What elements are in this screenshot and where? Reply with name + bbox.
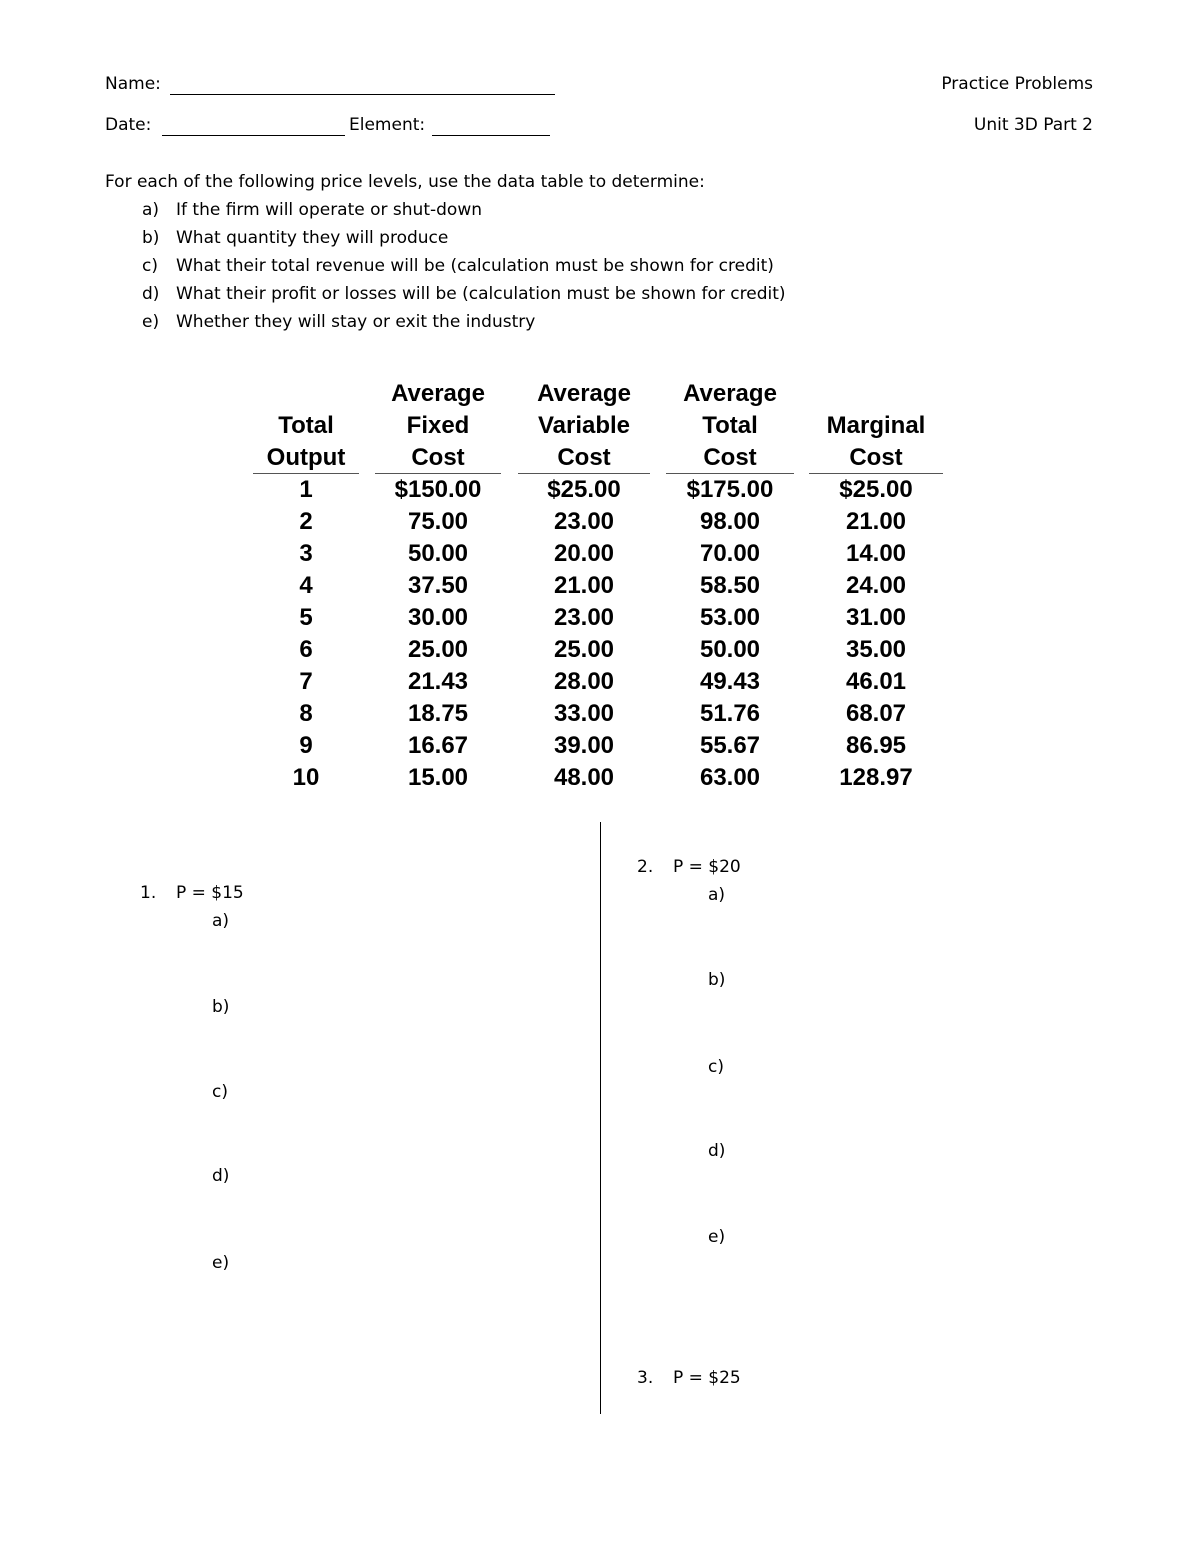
problem-1-part-d: d) bbox=[212, 1166, 230, 1186]
cell-avg-variable-cost: 23.00 bbox=[553, 604, 615, 631]
problem-2-part-d: d) bbox=[708, 1141, 726, 1161]
problem-price: P = $20 bbox=[673, 857, 741, 877]
cell-avg-fixed-cost: $150.00 bbox=[394, 476, 482, 503]
instruction-text: What their total revenue will be (calculation must be shown for credit) bbox=[176, 256, 774, 276]
cell-output: 3 bbox=[299, 540, 313, 567]
cell-marginal-cost: 31.00 bbox=[845, 604, 907, 631]
document-title: Practice Problems bbox=[941, 74, 1093, 94]
cell-avg-fixed-cost: 30.00 bbox=[407, 604, 469, 631]
cell-output: 9 bbox=[299, 732, 313, 759]
problem-1-part-e: e) bbox=[212, 1253, 230, 1273]
cell-avg-total-cost: $175.00 bbox=[686, 476, 774, 503]
header-avg-fixed-cost-line: Cost bbox=[411, 444, 465, 471]
problem-2-part-a: a) bbox=[708, 885, 726, 905]
cell-output: 2 bbox=[299, 508, 313, 535]
header-avg-fixed-cost-line: Average bbox=[391, 380, 485, 407]
instruction-text: What their profit or losses will be (calculation must be shown for credit) bbox=[176, 284, 786, 304]
instruction-text: What quantity they will produce bbox=[176, 228, 449, 248]
date-label: Date: bbox=[105, 115, 152, 135]
cell-avg-variable-cost: 21.00 bbox=[553, 572, 615, 599]
cell-avg-variable-cost: 28.00 bbox=[553, 668, 615, 695]
cell-avg-fixed-cost: 75.00 bbox=[407, 508, 469, 535]
instruction-label: d) bbox=[142, 284, 160, 304]
cell-avg-variable-cost: 23.00 bbox=[553, 508, 615, 535]
cell-output: 7 bbox=[299, 668, 313, 695]
cell-output: 10 bbox=[292, 764, 320, 791]
cell-avg-total-cost: 49.43 bbox=[699, 668, 761, 695]
cell-avg-fixed-cost: 21.43 bbox=[407, 668, 469, 695]
cell-avg-fixed-cost: 16.67 bbox=[407, 732, 469, 759]
cell-marginal-cost: 128.97 bbox=[839, 764, 913, 791]
cell-avg-total-cost: 70.00 bbox=[699, 540, 761, 567]
document-subtitle: Unit 3D Part 2 bbox=[973, 115, 1093, 135]
instruction-label: a) bbox=[142, 200, 160, 220]
header-avg-total-cost-line: Average bbox=[683, 380, 777, 407]
cell-avg-variable-cost: 48.00 bbox=[553, 764, 615, 791]
problem-price: P = $25 bbox=[673, 1368, 741, 1388]
cell-avg-total-cost: 98.00 bbox=[699, 508, 761, 535]
cell-marginal-cost: 68.07 bbox=[845, 700, 907, 727]
cell-marginal-cost: 35.00 bbox=[845, 636, 907, 663]
cell-avg-fixed-cost: 15.00 bbox=[407, 764, 469, 791]
instructions-intro: For each of the following price levels, use the data table to determine: bbox=[105, 172, 705, 192]
instruction-item bbox=[142, 200, 482, 220]
cell-avg-variable-cost: $25.00 bbox=[547, 476, 621, 503]
instruction-label: c) bbox=[142, 256, 158, 276]
column-divider bbox=[600, 822, 601, 1414]
instruction-item bbox=[142, 228, 448, 248]
instruction-text: Whether they will stay or exit the industry bbox=[176, 312, 536, 332]
element-field-line[interactable] bbox=[432, 135, 550, 136]
cell-output: 6 bbox=[299, 636, 313, 663]
instruction-label: e) bbox=[142, 312, 160, 332]
problem-2-part-e: e) bbox=[708, 1227, 726, 1247]
instruction-item bbox=[142, 312, 535, 332]
header-total-output-line: Output bbox=[266, 444, 346, 471]
cell-avg-total-cost: 58.50 bbox=[699, 572, 761, 599]
header-avg-variable-cost-line: Variable bbox=[537, 412, 631, 439]
cell-avg-fixed-cost: 25.00 bbox=[407, 636, 469, 663]
cell-avg-total-cost: 51.76 bbox=[699, 700, 761, 727]
cell-marginal-cost: 21.00 bbox=[845, 508, 907, 535]
header-avg-total-cost-line: Cost bbox=[703, 444, 757, 471]
cell-avg-total-cost: 53.00 bbox=[699, 604, 761, 631]
header-avg-total-cost-line: Total bbox=[702, 412, 758, 439]
problem-number: 3. bbox=[637, 1368, 654, 1388]
problem-2-heading bbox=[637, 857, 741, 877]
instruction-label: b) bbox=[142, 228, 160, 248]
problem-price: P = $15 bbox=[176, 883, 244, 903]
problem-1-part-c: c) bbox=[212, 1082, 228, 1102]
problem-2-part-b: b) bbox=[708, 970, 726, 990]
problem-number: 2. bbox=[637, 857, 654, 877]
instruction-text: If the firm will operate or shut-down bbox=[176, 200, 482, 220]
cell-marginal-cost: 86.95 bbox=[845, 732, 907, 759]
header-total-output-line: Total bbox=[278, 412, 334, 439]
problem-2-part-c: c) bbox=[708, 1057, 724, 1077]
problem-3-heading bbox=[637, 1368, 741, 1388]
header-avg-fixed-cost-line: Fixed bbox=[406, 412, 470, 439]
header-marginal-cost-line: Marginal bbox=[826, 412, 926, 439]
element-label: Element: bbox=[349, 115, 426, 135]
problem-1-heading bbox=[140, 883, 244, 903]
cell-avg-total-cost: 55.67 bbox=[699, 732, 761, 759]
cell-output: 8 bbox=[299, 700, 313, 727]
cell-avg-fixed-cost: 50.00 bbox=[407, 540, 469, 567]
header-marginal-cost-line: Cost bbox=[849, 444, 903, 471]
instruction-item bbox=[142, 284, 786, 304]
cell-marginal-cost: 24.00 bbox=[845, 572, 907, 599]
cell-avg-variable-cost: 39.00 bbox=[553, 732, 615, 759]
cell-avg-variable-cost: 33.00 bbox=[553, 700, 615, 727]
cell-output: 1 bbox=[299, 476, 313, 503]
cell-avg-fixed-cost: 37.50 bbox=[407, 572, 469, 599]
instruction-item bbox=[142, 256, 774, 276]
cell-output: 5 bbox=[299, 604, 313, 631]
cell-avg-variable-cost: 20.00 bbox=[553, 540, 615, 567]
problem-1-part-b: b) bbox=[212, 997, 230, 1017]
cell-marginal-cost: 14.00 bbox=[845, 540, 907, 567]
name-label: Name: bbox=[105, 74, 161, 94]
cell-marginal-cost: 46.01 bbox=[845, 668, 907, 695]
cell-output: 4 bbox=[299, 572, 313, 599]
cell-marginal-cost: $25.00 bbox=[839, 476, 913, 503]
cell-avg-total-cost: 63.00 bbox=[699, 764, 761, 791]
name-field-line[interactable] bbox=[170, 94, 555, 95]
header-avg-variable-cost-line: Average bbox=[537, 380, 631, 407]
cell-avg-total-cost: 50.00 bbox=[699, 636, 761, 663]
cell-avg-variable-cost: 25.00 bbox=[553, 636, 615, 663]
header-avg-variable-cost-line: Cost bbox=[557, 444, 611, 471]
date-field-line[interactable] bbox=[162, 135, 345, 136]
problem-1-part-a: a) bbox=[212, 911, 230, 931]
problem-number: 1. bbox=[140, 883, 157, 903]
cell-avg-fixed-cost: 18.75 bbox=[407, 700, 469, 727]
